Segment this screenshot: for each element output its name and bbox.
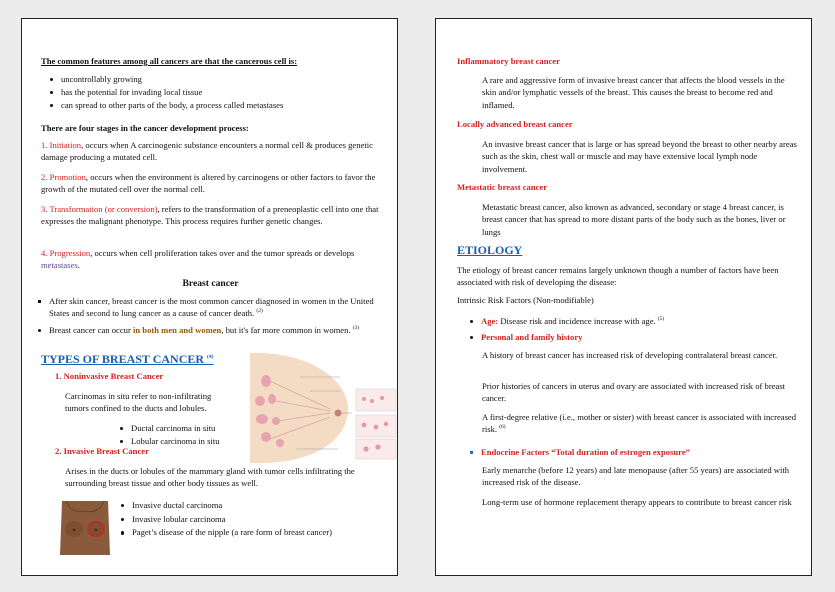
list-item: Lobular carcinoma in situ bbox=[118, 435, 248, 448]
list-item: Endocrine Factors “Total duration of estrogen exposure” bbox=[468, 446, 798, 459]
list-item: Age: Disease risk and incidence increase with age. $^{(5)}$ bbox=[468, 315, 798, 328]
list-item: Breast cancer can occur in both men and women, but it's far more common in women. $^{(3)}$ bbox=[36, 324, 376, 336]
stage-end: . bbox=[77, 260, 80, 271]
stage-term: 3. Transformation (or conversion) bbox=[41, 204, 158, 214]
breast-intro-list bbox=[36, 295, 382, 320]
stage-initiation bbox=[41, 139, 377, 164]
stage-text: , occurs when the environment is altered by carcinogens or other factors to favor the growth of the mutated cell over the normal cell. bbox=[41, 172, 376, 195]
stage-term: 2. Promotion bbox=[41, 172, 86, 182]
breast-intro-list-2 bbox=[36, 324, 376, 336]
list-item: Invasive lobular carcinoma bbox=[119, 513, 389, 527]
local-text: An invasive breast cancer that is large or has spread beyond the breast to other nearby areas such as the skin, chest wall or muscle and may have extensive local lymph node involvement. bbox=[482, 139, 797, 174]
features-heading: The common features among all cancers are that the cancerous cell is: bbox=[41, 56, 298, 66]
metastatic-text: Metastatic breast cancer, also known as advanced, secondary or stage 4 breast cancer, is breast cancer that has spread to more distant parts of the body such as the bones, liver or lungs bbox=[482, 202, 786, 237]
stage-text: , occurs when A carcinogenic substance encounters a normal cell & produces genetic damage producing a mutated cell. bbox=[41, 140, 373, 163]
list-item: After skin cancer, breast cancer is the most common cancer diagnosed in women in the United States and second to lung cancer as a cause of cancer death. $^{(2)}$ bbox=[36, 295, 382, 320]
torso-illustration bbox=[56, 497, 114, 557]
stage-term: 1. Initiation bbox=[41, 140, 82, 150]
stage-text: , occurs when cell proliferation takes over and the tumor spreads or develops bbox=[90, 248, 355, 258]
metastatic-heading: Metastatic breast cancer bbox=[457, 182, 548, 192]
invasive-list bbox=[119, 499, 389, 540]
list-item: Invasive ductal carcinoma bbox=[119, 499, 389, 513]
invasive-heading: 2. Invasive Breast Cancer bbox=[55, 446, 149, 456]
endocrine-p1: Early menarche (before 12 years) and late menopause (after 55 years) are associated with increased risk of the disease. bbox=[482, 465, 790, 488]
stages-heading: There are four stages in the cancer development process: bbox=[41, 123, 249, 133]
features-list bbox=[48, 73, 378, 112]
list-item: Paget’s disease of the nipple (a rare form of breast cancer) bbox=[119, 526, 389, 540]
etiology-heading: ETIOLOGY bbox=[457, 243, 523, 257]
endocrine-p2: Long-term use of hormone replacement therapy appears to contribute to breast cancer risk bbox=[482, 497, 792, 507]
list-item: uncontrollably growing bbox=[48, 73, 378, 86]
etiology-text: The etiology of breast cancer remains largely unknown though a number of factors have been associated with risk of developing the disease: bbox=[457, 265, 779, 288]
age-list bbox=[468, 315, 798, 344]
types-heading: TYPES OF BREAST CANCER $^{(4)}$ bbox=[41, 352, 214, 366]
noninvasive-text: Carcinomas in situ refer to non-infiltrating tumors confined to the ducts and lobules. bbox=[65, 391, 212, 414]
list-item: has the potential for invading local tissue bbox=[48, 86, 378, 99]
family-p3: A first-degree relative (i.e., mother or sister) with breast cancer is associated with increased risk. $^{(6)}$ bbox=[482, 412, 797, 435]
inflammatory-heading: Inflammatory breast cancer bbox=[457, 56, 560, 66]
document-page-left bbox=[21, 18, 398, 576]
metastases-link[interactable]: metastases bbox=[41, 260, 78, 271]
stage-progression bbox=[41, 247, 377, 272]
list-item: can spread to other parts of the body, a process called metastases bbox=[48, 99, 378, 112]
stage-transformation bbox=[41, 203, 381, 228]
list-item: Ductal carcinoma in situ bbox=[118, 422, 248, 435]
stage-text: , refers to the transformation of a preneoplastic cell into one that expresses the malignant phenotype. This process requires further genetic changes. bbox=[41, 204, 379, 227]
family-p1: A history of breast cancer has increased risk of developing contralateral breast cancer. bbox=[482, 350, 778, 360]
stage-promotion bbox=[41, 171, 377, 196]
document-page-right bbox=[435, 18, 812, 576]
local-heading: Locally advanced breast cancer bbox=[457, 119, 573, 129]
breast-cancer-title: Breast cancer bbox=[182, 278, 239, 289]
invasive-text: Arises in the ducts or lobules of the mammary gland with tumor cells infiltrating the surrounding breast tissue and other body tissues as well. bbox=[65, 466, 355, 489]
list-item: Personal and family history bbox=[468, 331, 798, 344]
stage-term: 4. Progression bbox=[41, 248, 91, 258]
noninvasive-heading: 1. Noninvasive Breast Cancer bbox=[55, 371, 164, 381]
endocrine-list bbox=[468, 446, 798, 459]
breast-anatomy-illustration bbox=[240, 351, 398, 465]
family-p2: Prior histories of cancers in uterus and ovary are associated with increased risk of breast cancer. bbox=[482, 381, 786, 404]
intrinsic-heading: Intrinsic Risk Factors (Non-modifiable) bbox=[457, 295, 594, 305]
inflammatory-text: A rare and aggressive form of invasive breast cancer that affects the blood vessels in the skin and/or lymphatic vessels of the breast. This causes the breast to become red and inflamed. bbox=[482, 75, 785, 110]
